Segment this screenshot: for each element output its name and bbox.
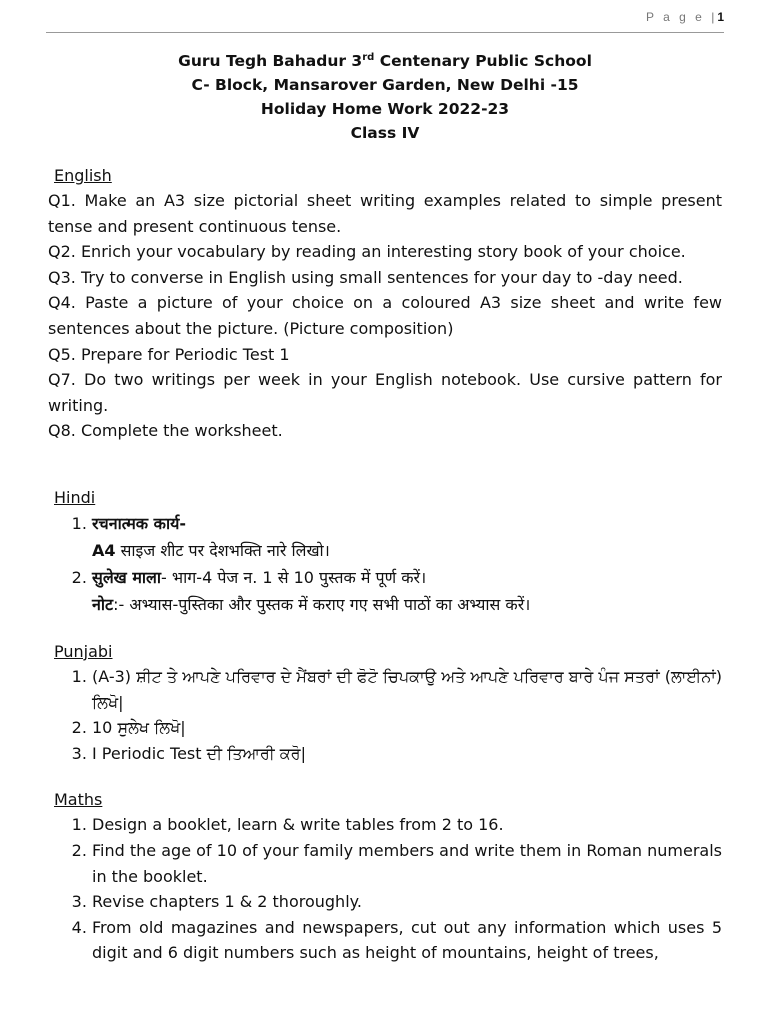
english-q2: Q2. Enrich your vocabulary by reading an interesting story book of your choice. [48, 242, 686, 262]
punjabi-title: Punjabi [54, 641, 113, 661]
english-q8: Q8. Complete the worksheet. [48, 421, 283, 441]
hindi-item-1 [92, 510, 722, 564]
page-label: P a g e | [646, 10, 718, 24]
homework-content [48, 164, 722, 966]
hindi-item-2-text: - भाग-4 पेज न. 1 से 10 पुस्तक में पूर्ण करें। [161, 567, 427, 587]
document-title: Holiday Home Work 2022-23 [260, 100, 510, 119]
english-section [48, 164, 722, 444]
hindi-item-1-head: रचनात्मक कार्य- [92, 513, 187, 533]
hindi-title: Hindi [54, 487, 96, 507]
hindi-note [92, 591, 722, 618]
hindi-item-1-body [92, 537, 722, 564]
english-q4: Q4. Paste a picture of your choice on a coloured A3 size sheet and write few sentences about the picture. (Picture composition) [48, 293, 722, 338]
english-q7: Q7. Do two writings per week in your English notebook. Use cursive pattern for writing. [48, 370, 722, 415]
english-q1: Q1. Make an A3 size pictorial sheet writing examples related to simple present tense and present continuous tense. [48, 191, 722, 236]
hindi-note-head: नोट [92, 594, 114, 614]
maths-item-1: 1. Design a booklet, learn & write tables from 2 to 16. [92, 812, 722, 838]
maths-item-3: 3. Revise chapters 1 & 2 thoroughly. [92, 889, 722, 915]
school-name-sup: rd [362, 52, 375, 63]
spacer [48, 618, 722, 640]
hindi-item-2-head: सुलेख माला [92, 567, 162, 587]
punjabi-item-3: 3. I Periodic Test ਦੀ ਤਿਆਰੀ ਕਰੋ| [92, 741, 722, 767]
maths-item-2: 2. Find the age of 10 of your family members and write them in Roman numerals in the booklet. [92, 838, 722, 889]
maths-title: Maths [54, 790, 103, 810]
english-q5: Q5. Prepare for Periodic Test 1 [48, 344, 290, 364]
hindi-note-text: :- अभ्यास-पुस्तिका और पुस्तक में कराए गए सभी पाठों का अभ्यास करें। [113, 594, 531, 614]
punjabi-item-2: 2. 10 ਸੁਲੇਖ ਲਿਖੋ| [92, 715, 722, 741]
spacer [48, 444, 722, 486]
hindi-item-2 [92, 564, 722, 618]
school-name-rest: Centenary Public School [374, 52, 592, 71]
maths-item-4: 4. From old magazines and newspapers, cut out any information which uses 5 digit and 6 digit numbers such as height of mountains, height of trees, [92, 915, 722, 966]
english-title: English [54, 166, 112, 185]
hindi-item-1-size: A4 [92, 540, 116, 560]
punjabi-section [48, 640, 722, 766]
school-header [0, 46, 770, 145]
page-number [646, 10, 724, 24]
school-address: C- Block, Mansarover Garden, New Delhi -15 [191, 76, 579, 95]
spacer [48, 766, 722, 788]
english-q3: Q3. Try to converse in English using small sentences for your day to -day need. [48, 267, 683, 287]
page-number-value: 1 [717, 10, 724, 24]
punjabi-item-1: 1. (A-3) ਸ਼ੀਟ ਤੇ ਆਪਣੇ ਪਰਿਵਾਰ ਦੇ ਮੈਂਬਰਾਂ ਦੀ ਫੋਟੋ ਚਿਪਕਾਉ ਅਤੇ ਆਪਣੇ ਪਰਿਵਾਰ ਬਾਰੇ ਪੰਜ ਸਤਰਾਂ (ਲਾਈਨਾਂ) ਲਿਖੋ| [92, 664, 722, 715]
class-label: Class IV [350, 124, 420, 143]
maths-section [48, 788, 722, 966]
school-name-text: Guru Tegh Bahadur 3 [178, 52, 363, 71]
school-name [0, 46, 770, 73]
hindi-section [48, 486, 722, 618]
header-rule [46, 32, 724, 33]
hindi-item-1-text: साइज शीट पर देशभक्ति नारे लिखो। [115, 540, 330, 560]
